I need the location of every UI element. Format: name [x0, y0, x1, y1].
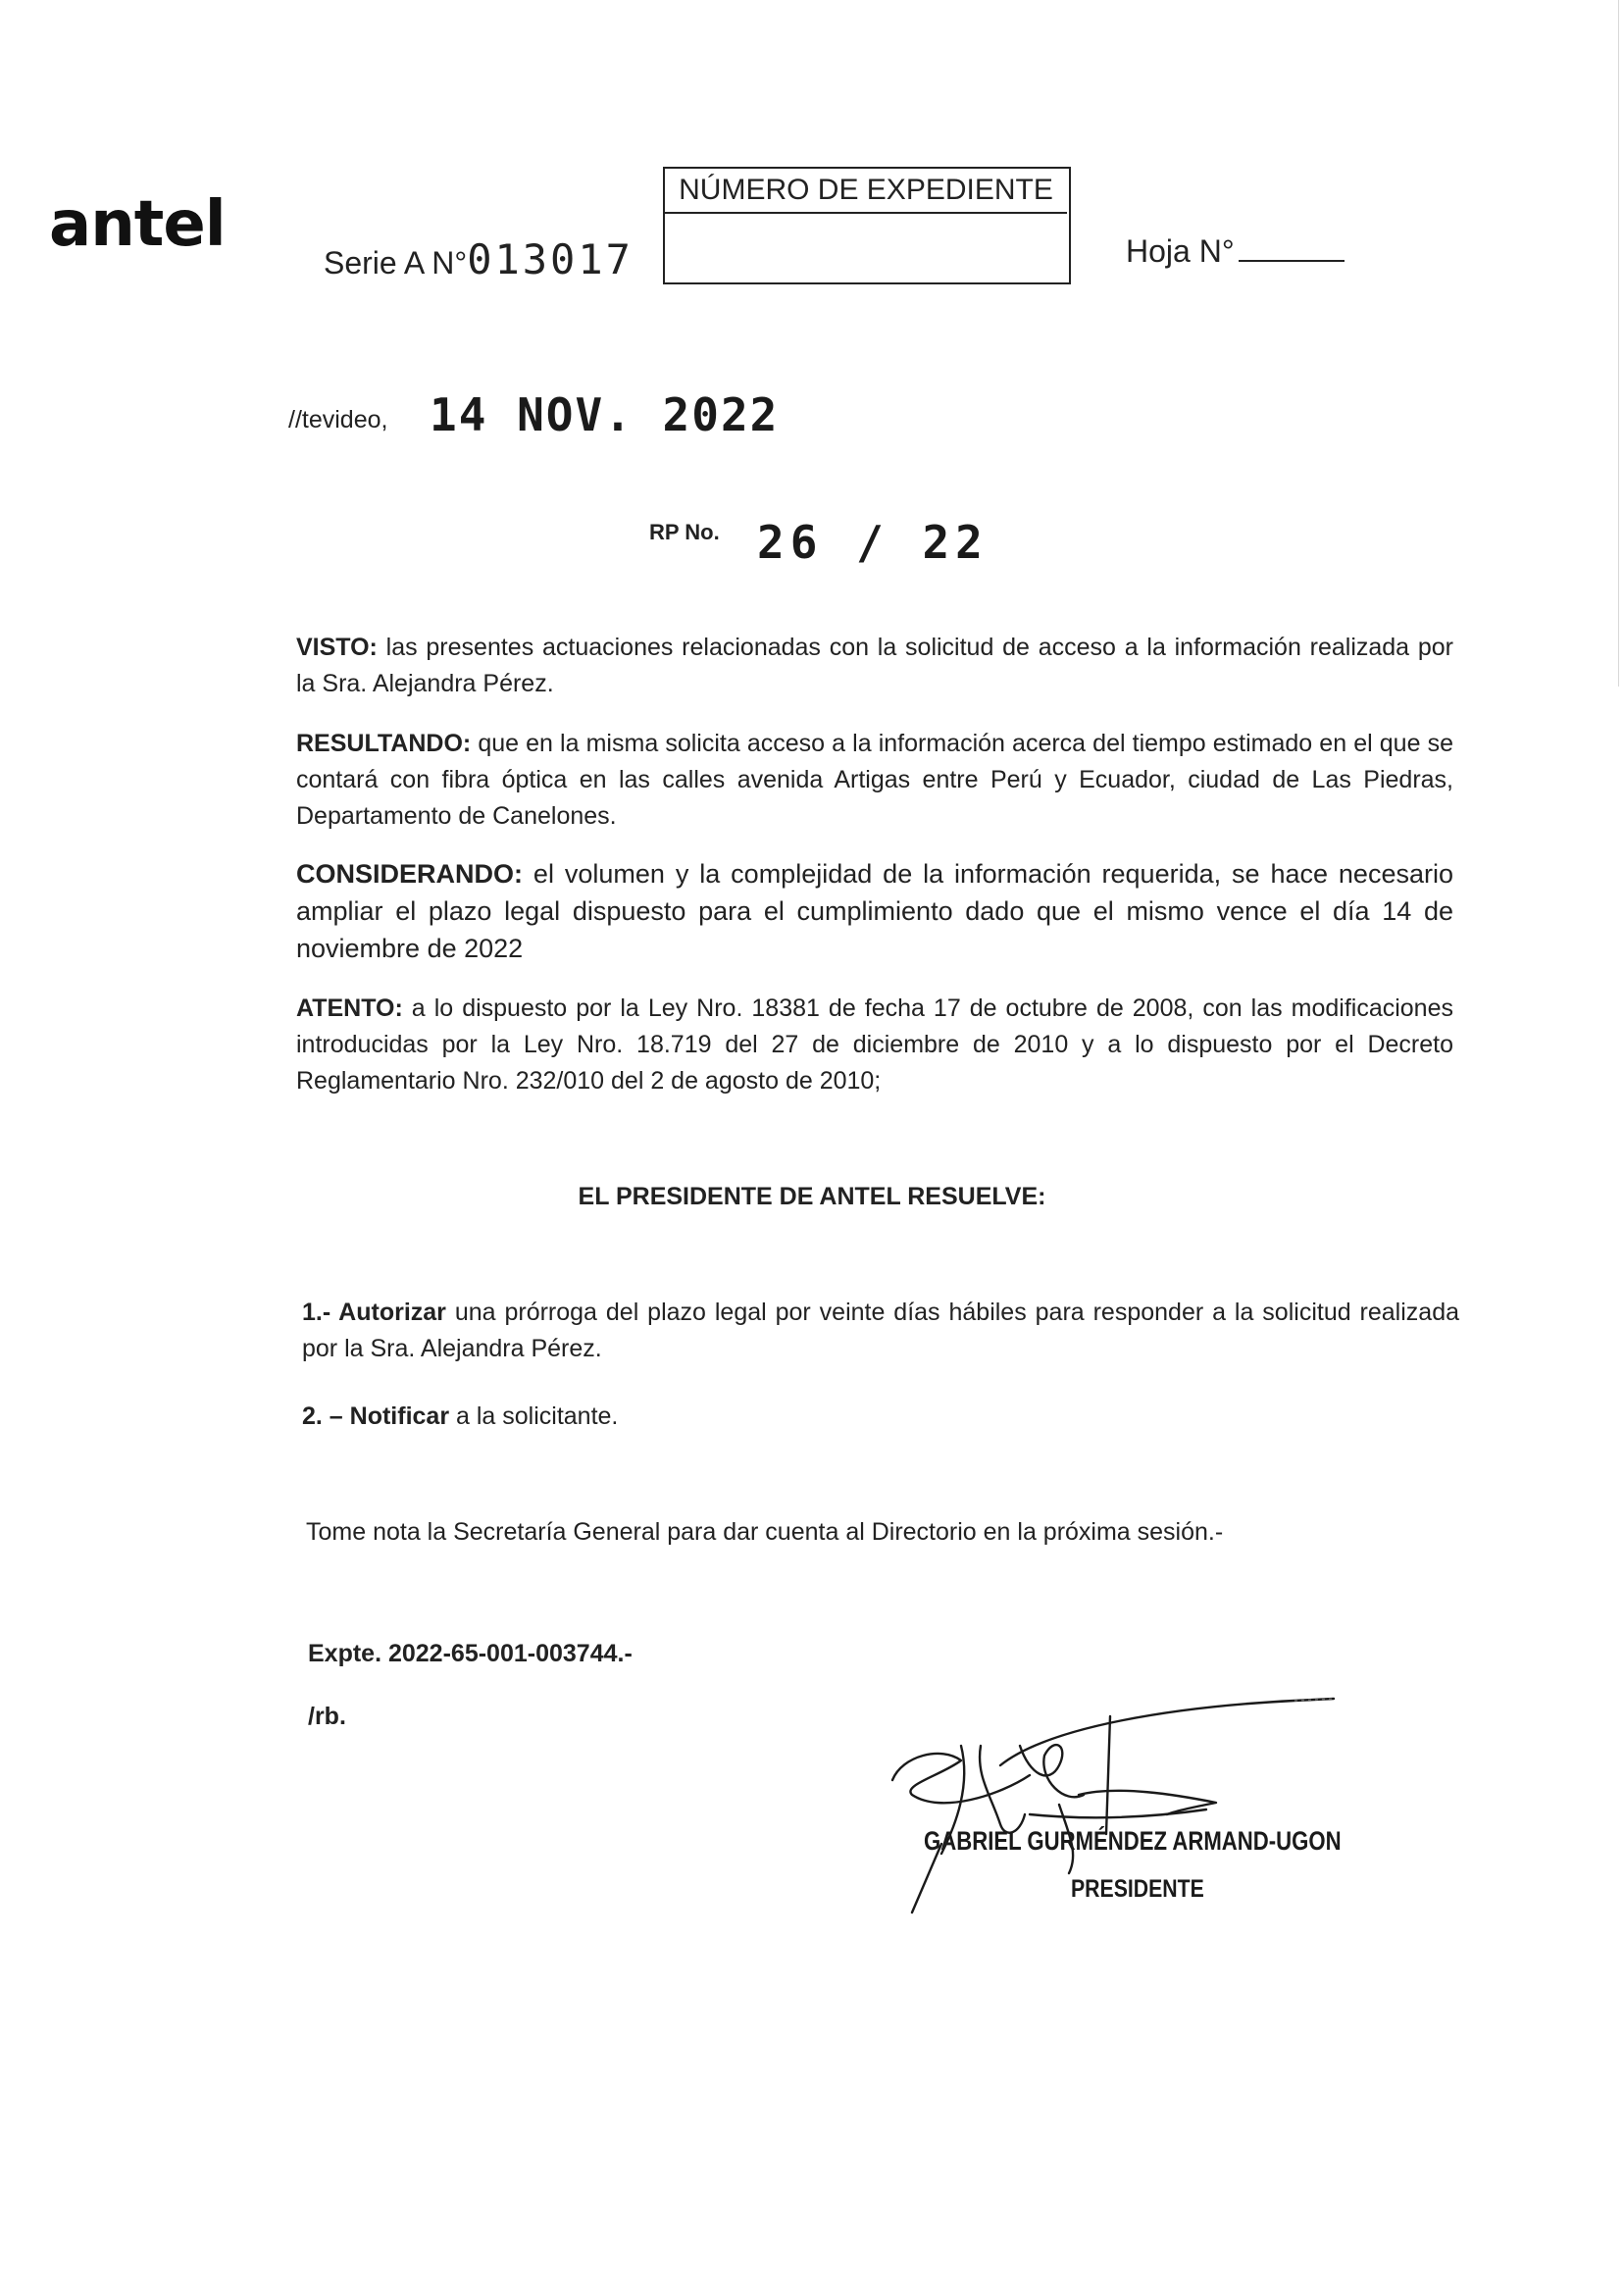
visto-paragraph: [296, 630, 1453, 702]
rp-label: RP No.: [649, 520, 720, 544]
visto-label: VISTO:: [296, 634, 378, 661]
visto-text: las presentes actuaciones relacionadas con la solicitud de acceso a la información realizada por la Sra. Alejandra Pérez.: [296, 634, 1453, 697]
date-place: //tevideo,: [288, 406, 388, 433]
antel-logo: antel: [49, 188, 226, 261]
date-stamp: 14 NOV. 2022: [430, 388, 780, 441]
item-2-paragraph: [302, 1399, 1459, 1435]
hoja-field: [1126, 233, 1345, 270]
resultando-label: RESULTANDO:: [296, 730, 472, 757]
atento-paragraph: [296, 991, 1453, 1099]
item-2-text: a la solicitante.: [449, 1402, 619, 1430]
item-1-paragraph: [302, 1295, 1459, 1367]
hoja-blank-line: [1239, 256, 1345, 262]
closing-line: Tome nota la Secretaría General para dar cuenta al Directorio en la próxima sesión.-: [306, 1518, 1224, 1546]
scan-edge-line: [1618, 0, 1619, 687]
resolve-heading: EL PRESIDENTE DE ANTEL RESUELVE:: [578, 1183, 1046, 1210]
signer-name: GABRIEL GURMÉNDEZ ARMAND-UGON: [924, 1826, 1342, 1856]
resultando-paragraph: [296, 726, 1453, 835]
expediente-box: [663, 167, 1071, 284]
item-1-label: 1.- Autorizar: [302, 1299, 446, 1326]
serie-label: Serie A N°: [324, 245, 468, 280]
expediente-value: [665, 214, 1067, 280]
considerando-label: CONSIDERANDO:: [296, 859, 524, 889]
item-2-label: 2. – Notificar: [302, 1402, 450, 1430]
considerando-paragraph: [296, 855, 1453, 967]
hoja-label: Hoja N°: [1126, 233, 1235, 269]
expediente-label: NÚMERO DE EXPEDIENTE: [665, 169, 1067, 214]
expediente-reference: Expte. 2022-65-001-003744.-: [308, 1640, 633, 1667]
signature-stroke: [1000, 1699, 1334, 1765]
atento-label: ATENTO:: [296, 994, 403, 1022]
serie-field: [324, 235, 634, 283]
item-1-text: una prórroga del plazo legal por veinte días hábiles para responder a la solicitud realizada por la Sra. Alejandra Pérez.: [302, 1299, 1460, 1362]
rp-number: 26 / 22: [757, 516, 989, 569]
signer-title: PRESIDENTE: [1071, 1875, 1204, 1903]
serie-number: 013017: [467, 235, 634, 283]
resultando-text: que en la misma solicita acceso a la información acerca del tiempo estimado en el que se contará con fibra óptica en las calles avenida Artigas entre Perú y Ecuador, ciudad de Las Piedras, Departamento de Canelones.: [296, 730, 1453, 830]
signature-stroke: [1020, 1745, 1084, 1797]
atento-text: a lo dispuesto por la Ley Nro. 18381 de fecha 17 de octubre de 2008, con las modificaciones introducidas por la Ley Nro. 18.719 del 27 de diciembre de 2010 y a lo dispuesto por el Decreto Reglamentario Nro. 232/010 del 2 de agosto de 2010;: [296, 994, 1453, 1095]
initials: /rb.: [308, 1703, 346, 1730]
considerando-text: el volumen y la complejidad de la información requerida, se hace necesario ampliar el plazo legal dispuesto para el cumplimiento dado que el mismo vence el día 14 de noviembre de 2022: [296, 859, 1453, 963]
